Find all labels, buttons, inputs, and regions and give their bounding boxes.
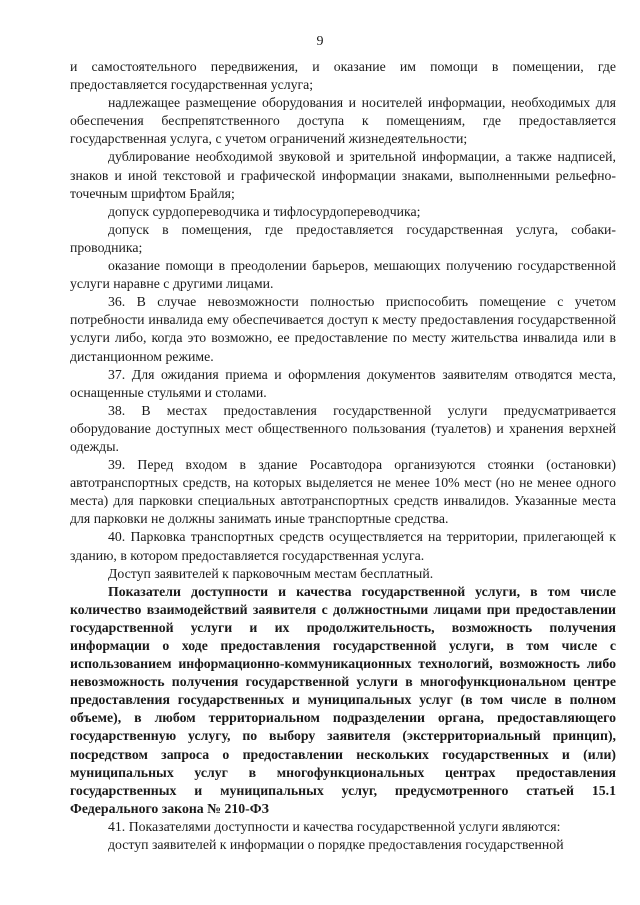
section-heading: Показатели доступности и качества государственной услуги, в том числе количество взаимодействий заявителя с должностными лицами при предоставлении государственной услуги и их продолжительность, возможность получения информации о ходе предоставления государственной услуги, в том числе с использованием информационно-коммуникационных технологий, возможность либо невозможность получения государственной услуги в многофункциональном центре предоставления государственных и муниципальных услуг (в том числе в полном объеме), в любом территориальном подразделении органа, предоставляющего государственную услугу, по выбору заявителя (экстерриториальный принцип), посредством запроса о предоставлении нескольких государственных и (или) муниципальных услуг в многофункциональных центрах предоставления государственных и муниципальных услуг, предусмотренного статьей 15.1 Федерального закона № 210-ФЗ [70, 583, 616, 816]
paragraph-item-39: 39. Перед входом в здание Росавтодора организуются стоянки (остановки) автотранспортных средств, на которых выделяется не менее 10% мест (но не менее одного места) для парковки специальных автотранспортных средств инвалидов. Указанные места для парковки не должны занимать иные транспортные средства. [70, 457, 616, 527]
document-body [70, 58, 616, 854]
paragraph: допуск в помещения, где предоставляется государственная услуга, собаки-проводника; [70, 221, 616, 255]
paragraph: надлежащее размещение оборудования и носителей информации, необходимых для обеспечения беспрепятственного доступа к помещениям, где предоставляется государственная услуга, с учетом ограничений жизнедеятельности; [70, 95, 616, 147]
paragraph: оказание помощи в преодолении барьеров, мешающих получению государственной услуги наравне с другими лицами. [70, 258, 616, 292]
paragraph-item-38: 38. В местах предоставления государственной услуги предусматривается оборудование доступных мест общественного пользования (туалетов) и хранения верхней одежды. [70, 402, 616, 454]
paragraph-item-36: 36. В случае невозможности полностью приспособить помещение с учетом потребности инвалида ему обеспечивается доступ к месту предоставления государственной услуги либо, когда это возможно, ее предоставление по месту жительства инвалида или в дистанционном режиме. [70, 294, 616, 364]
paragraph: доступ заявителей к информации о порядке предоставления государственной [108, 837, 564, 853]
paragraph-item-40: 40. Парковка транспортных средств осуществляется на территории, прилегающей к зданию, в котором предоставляется государственная услуга. [70, 529, 616, 563]
paragraph: допуск сурдопереводчика и тифлосурдопереводчика; [108, 203, 421, 219]
paragraph: и самостоятельного передвижения, и оказание им помощи в помещении, где предоставляется государственная услуга; [70, 59, 616, 93]
paragraph: Доступ заявителей к парковочным местам бесплатный. [108, 565, 434, 581]
paragraph-item-37: 37. Для ожидания приема и оформления документов заявителям отводятся места, оснащенные стульями и столами. [70, 366, 616, 400]
paragraph-item-41: 41. Показателями доступности и качества государственной услуги являются: [108, 818, 561, 834]
page-number: 9 [316, 34, 324, 49]
paragraph: дублирование необходимой звуковой и зрительной информации, а также надписей, знаков и иной текстовой и графической информации знаками, выполненными рельефно-точечным шрифтом Брайля; [70, 149, 616, 201]
